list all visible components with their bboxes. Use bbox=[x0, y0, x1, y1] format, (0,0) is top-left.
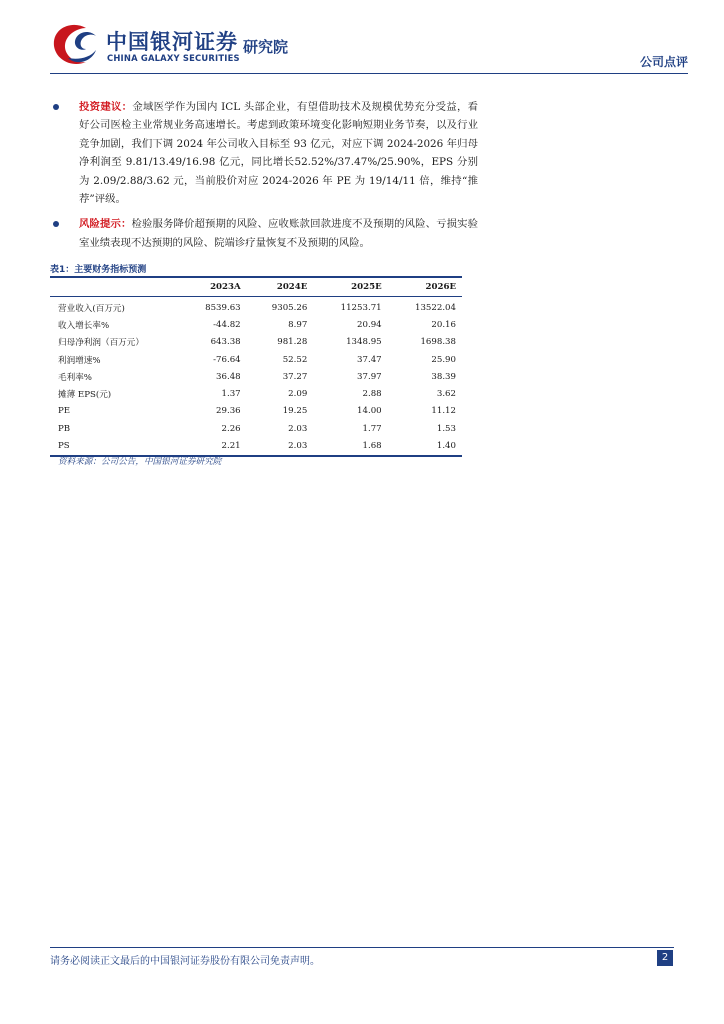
table-cell: 37.47 bbox=[357, 354, 382, 365]
row-label: 毛利率% bbox=[58, 372, 92, 383]
table-cell: 643.38 bbox=[210, 337, 241, 348]
table-cell: 2.21 bbox=[221, 441, 241, 452]
table-row bbox=[50, 403, 462, 420]
row-label: 归母净利润（百万元） bbox=[58, 338, 144, 349]
table-cell: 1.77 bbox=[362, 423, 382, 434]
footer-divider bbox=[50, 947, 674, 948]
table-cell: -44.82 bbox=[213, 319, 241, 330]
table-cell: 13522.04 bbox=[414, 302, 456, 313]
bullet-icon bbox=[53, 104, 59, 110]
row-label: 摊薄 EPS(元) bbox=[58, 390, 112, 401]
table-cell: 20.16 bbox=[431, 319, 456, 330]
header-divider bbox=[50, 73, 688, 74]
table-cell: 1.40 bbox=[436, 441, 456, 452]
row-label: PE bbox=[58, 406, 71, 417]
table-row bbox=[50, 420, 462, 437]
document-type: 公司点评 bbox=[639, 55, 688, 69]
table-cell: 11253.71 bbox=[340, 302, 382, 313]
table-cell: 37.27 bbox=[282, 371, 308, 382]
table-cell: 1348.95 bbox=[346, 337, 382, 348]
financial-forecast-table bbox=[50, 276, 462, 457]
table-header-row bbox=[50, 277, 462, 297]
table-cell: 981.28 bbox=[277, 337, 308, 348]
table-row bbox=[50, 297, 462, 317]
row-label: PS bbox=[58, 441, 70, 452]
table-cell: 36.48 bbox=[216, 371, 241, 382]
logo-english-name: CHINA GALAXY SECURITIES bbox=[107, 53, 240, 63]
table-row bbox=[50, 351, 462, 368]
table-cell: 3.62 bbox=[436, 389, 456, 400]
row-label: 利润增速% bbox=[58, 355, 101, 366]
risk-warning-text: 检验服务降价超预期的风险、应收账款回款进度不及预期的风险、亏损实验室业绩表现不达预期的风险、院端诊疗量恢复不及预期的风险。 bbox=[79, 218, 478, 249]
table-cell: 2.03 bbox=[288, 441, 308, 452]
risk-warning-paragraph bbox=[50, 215, 478, 252]
investment-advice-text: 金域医学作为国内 ICL 头部企业，有望借助技术及规模优势充分受益，看好公司医检主业常规业务高速增长。考虑到政策环境变化影响短期业务节奏，以及行业竞争加剧，我们下调 2024 年公司收入目标至 93 亿元，对应下调 2024-2026 年归母净利润至 9.81/13.49/16.98 亿元，同比增长52.52%/37.47%/25.90%，EPS 分别为 2.09/2.88/3.62 元，当前股价对应 2024-2026 年 PE 为 19/14/11 倍，维持“推荐”评级。 bbox=[79, 101, 478, 206]
galaxy-logo-icon bbox=[50, 22, 100, 68]
table-cell: 2.09 bbox=[288, 389, 308, 400]
row-label: PB bbox=[58, 423, 71, 434]
table-cell: 19.25 bbox=[282, 406, 308, 417]
table-cell: 29.36 bbox=[216, 406, 241, 417]
table-title: 表1：主要财务指标预测 bbox=[50, 265, 147, 275]
table-row bbox=[50, 437, 462, 455]
table-cell: 14.00 bbox=[357, 406, 382, 417]
table-cell: 2.03 bbox=[288, 423, 308, 434]
disclaimer-notice: 请务必阅读正文最后的中国银河证券股份有限公司免责声明。 bbox=[50, 956, 320, 967]
table-cell: 1.37 bbox=[221, 389, 241, 400]
table-source-note: 资料来源：公司公告，中国银河证券研究院 bbox=[58, 457, 222, 467]
key-points bbox=[50, 98, 478, 259]
row-label: 收入增长率% bbox=[58, 320, 110, 331]
table-cell: 2.88 bbox=[362, 389, 382, 400]
table-row bbox=[50, 385, 462, 402]
table-cell: 8.97 bbox=[288, 319, 308, 330]
investment-advice-title: 投资建议： bbox=[79, 101, 133, 113]
bullet-icon bbox=[53, 221, 59, 227]
table-cell: 1698.38 bbox=[420, 337, 456, 348]
row-label: 营业收入(百万元) bbox=[58, 303, 125, 314]
page-header bbox=[50, 22, 690, 74]
column-header: 2024E bbox=[276, 282, 308, 292]
table-cell: 11.12 bbox=[431, 406, 456, 417]
table-cell: 38.39 bbox=[431, 371, 456, 382]
table-cell: 25.90 bbox=[431, 354, 456, 365]
column-header bbox=[50, 277, 180, 297]
table-cell: 8539.63 bbox=[205, 302, 241, 313]
logo-chinese-name: 中国银河证券 bbox=[106, 30, 238, 54]
table-cell: 9305.26 bbox=[271, 302, 308, 313]
table-cell: 52.52 bbox=[282, 354, 308, 365]
risk-warning-title: 风险提示： bbox=[79, 218, 132, 231]
investment-advice-paragraph bbox=[50, 98, 478, 208]
table-cell: 1.68 bbox=[362, 441, 382, 452]
table-row bbox=[50, 316, 462, 333]
table-cell: 20.94 bbox=[357, 319, 382, 330]
institute-label: 研究院 bbox=[243, 38, 289, 56]
table-cell: 37.97 bbox=[357, 371, 382, 382]
page-number: 2 bbox=[657, 950, 673, 966]
table-cell: 2.26 bbox=[221, 423, 241, 434]
column-header: 2026E bbox=[425, 282, 456, 292]
table-cell: -76.64 bbox=[213, 354, 241, 365]
table-row bbox=[50, 368, 462, 385]
table-row bbox=[50, 334, 462, 351]
table-cell: 1.53 bbox=[436, 423, 456, 434]
column-header: 2025E bbox=[351, 282, 382, 292]
column-header: 2023A bbox=[210, 282, 241, 292]
